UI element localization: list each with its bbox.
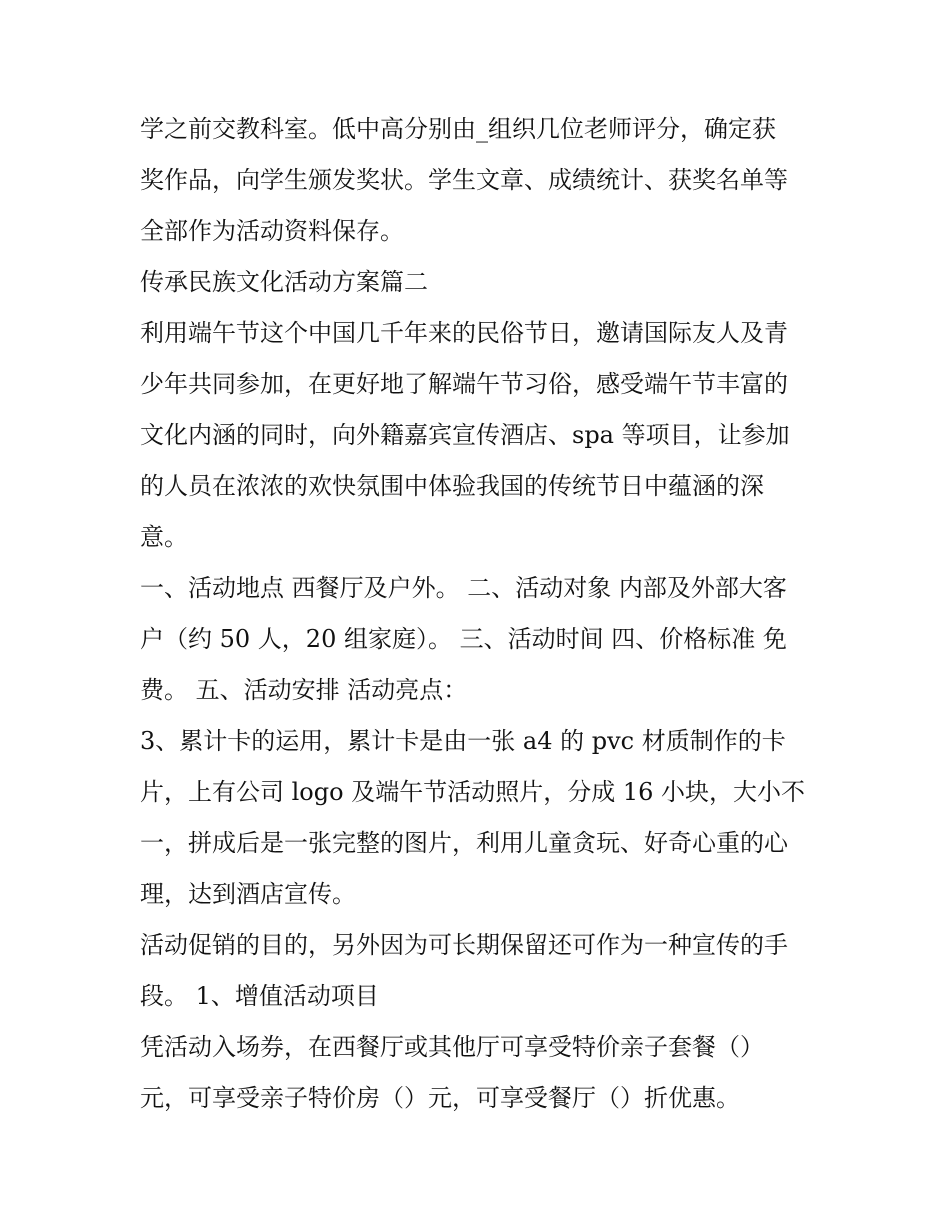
paragraph-1: 学之前交教科室。低中高分别由_组织几位老师评分，确定获 奖作品，向学生颁发奖状。学生文章、成绩统计、获奖名单等 全部作为活动资料保存。: [140, 115, 788, 245]
paragraph-3: 一、活动地点 西餐厅及户外。 二、活动对象 内部及外部大客 户（约 50 人，20 组家庭）。 三、活动时间 四、价格标准 免 费。 五、活动安排 活动亮点：: [140, 574, 787, 704]
paragraph-5: 活动促销的目的，另外因为可长期保留还可作为一种宣传的手 段。 1、增值活动项目: [140, 931, 788, 1010]
document-body: [140, 104, 820, 1124]
paragraph-4: 3、累计卡的运用，累计卡是由一张 a4 的 pvc 材质制作的卡 片，上有公司 logo 及端午节活动照片，分成 16 小块，大小不 一，拼成后是一张完整的图片，利用儿童贪玩、好奇心重的心 理，达到酒店宣传。: [140, 727, 805, 908]
paragraph-2: 利用端午节这个中国几千年来的民俗节日，邀请国际友人及青 少年共同参加，在更好地了解端午节习俗，感受端午节丰富的 文化内涵的同时，向外籍嘉宾宣传酒店、spa 等项目，让参加 的人员在浓浓的欢快氛围中体验我国的传统节日中蕴涵的深 意。: [140, 319, 790, 551]
section-heading: 传承民族文化活动方案篇二: [140, 268, 428, 296]
paragraph-6: 凭活动入场券，在西餐厅或其他厅可享受特价亲子套餐（） 元，可享受亲子特价房（）元，可享受餐厅（）折优惠。: [140, 1033, 764, 1112]
